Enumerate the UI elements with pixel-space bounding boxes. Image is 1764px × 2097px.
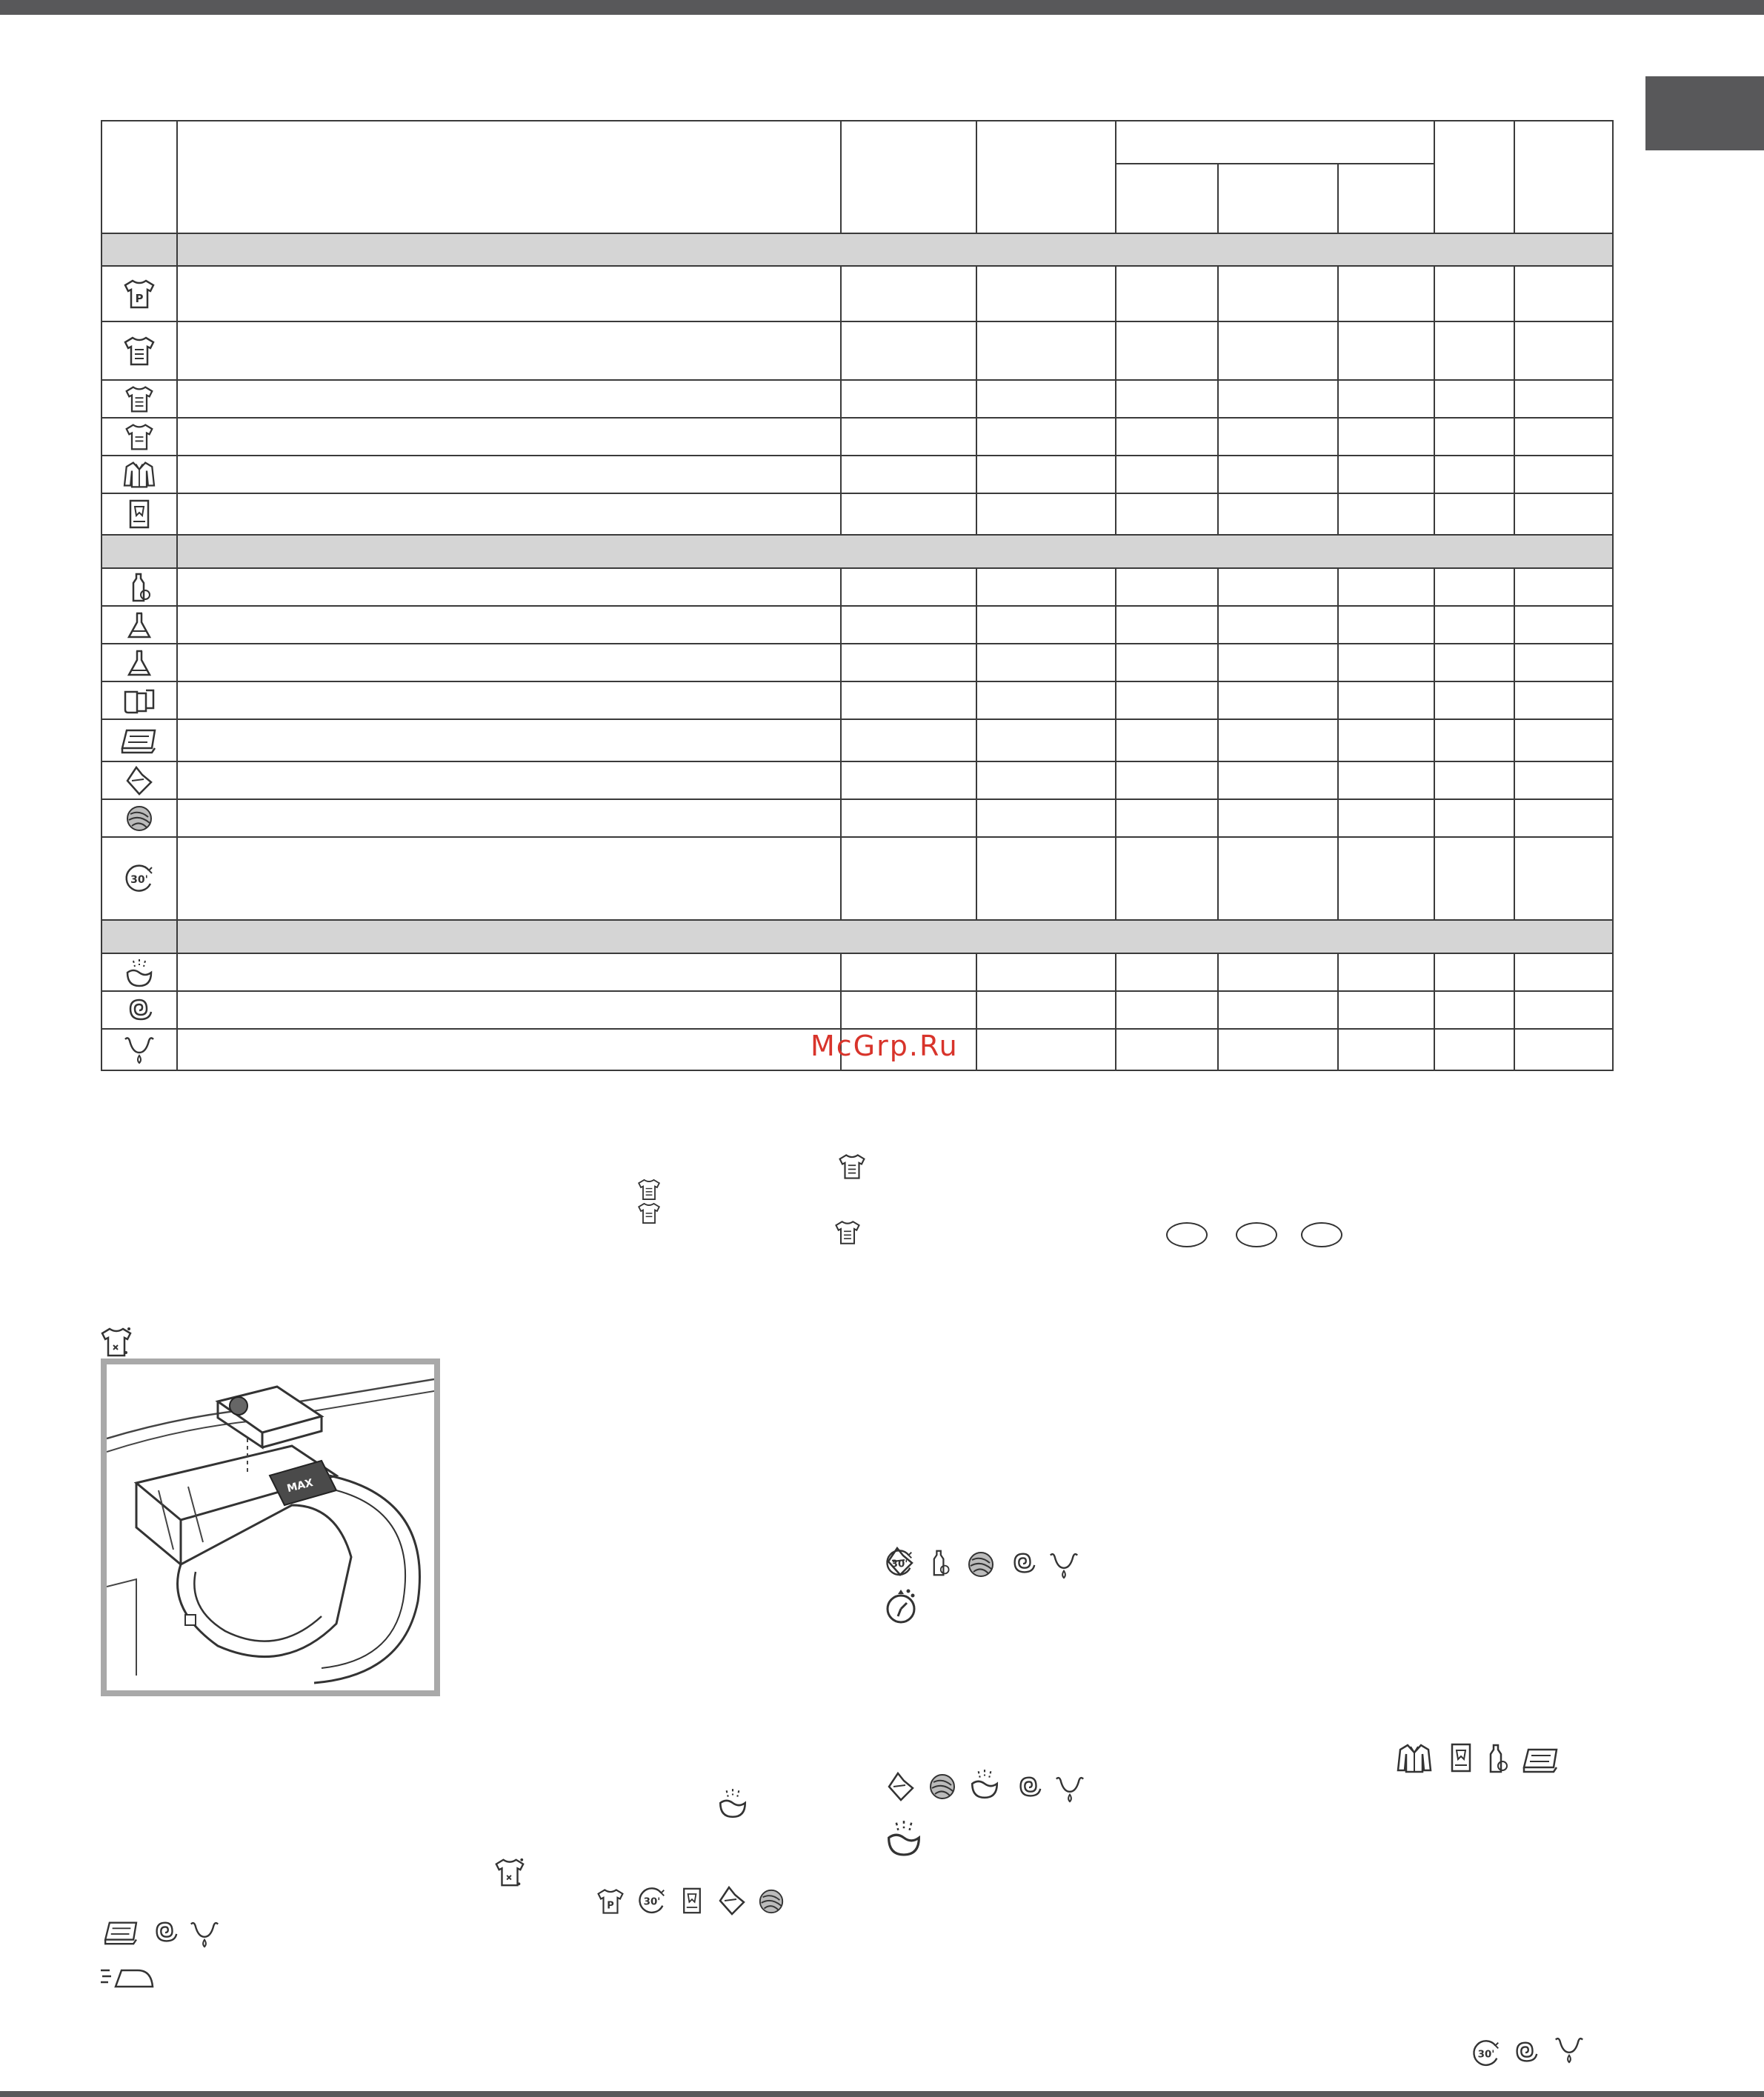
table-row <box>101 418 1613 456</box>
table-row <box>101 266 1613 321</box>
section-row <box>101 920 1613 953</box>
shirt-p-icon <box>596 1887 625 1916</box>
timer-30-icon <box>636 1884 668 1917</box>
detergent-drawer-illustration <box>107 1364 434 1690</box>
wool-icon <box>757 1887 785 1916</box>
drain-icon <box>1048 1550 1080 1581</box>
spin-icon <box>124 996 154 1025</box>
shirt-lines-icon <box>122 384 156 414</box>
option-oval-3 <box>1301 1222 1342 1247</box>
flask-icon <box>124 610 154 640</box>
flask-icon <box>124 648 154 678</box>
detergent-drawer-figure <box>101 1358 440 1696</box>
spin-icon <box>1009 1550 1037 1578</box>
svg-text:P: P <box>135 291 144 305</box>
drain-icon <box>1553 2034 1585 2065</box>
table-row <box>101 321 1613 380</box>
shirt-lines-icon <box>833 1219 862 1246</box>
table-row <box>101 493 1613 535</box>
spin-icon <box>151 1918 179 1947</box>
rinse-icon <box>883 1816 925 1859</box>
shirt-lines-icon <box>634 1178 664 1201</box>
language-tab <box>1645 76 1764 150</box>
table-row <box>101 644 1613 681</box>
option-oval-2 <box>1236 1222 1277 1247</box>
blanket-icon <box>1520 1745 1562 1775</box>
drain-icon <box>1054 1773 1086 1804</box>
svg-text:30': 30' <box>643 1896 661 1908</box>
table-header-row <box>101 121 1613 164</box>
rinse-icon <box>716 1785 750 1821</box>
timer-30-icon <box>1470 2037 1502 2070</box>
shirt-p-icon <box>122 278 156 310</box>
baby-bottle-icon <box>1482 1741 1511 1776</box>
shirt-lines-icon <box>837 1153 867 1181</box>
spin-icon <box>1511 2038 1540 2067</box>
table-row <box>101 799 1613 837</box>
stain-shirt-icon <box>493 1856 526 1889</box>
delicates-icon <box>123 764 156 797</box>
shirt-lines-icon <box>634 1201 664 1225</box>
delicates-icon <box>885 1770 917 1803</box>
section-row <box>101 233 1613 266</box>
table-row <box>101 991 1613 1029</box>
wool-icon <box>928 1772 957 1801</box>
baby-bottle-icon <box>124 571 154 604</box>
stain-shirt-icon <box>99 1326 133 1358</box>
option-oval-1 <box>1166 1222 1208 1247</box>
svg-text:30': 30' <box>130 874 148 886</box>
baby-bottle-icon <box>926 1545 953 1581</box>
wool-icon <box>966 1550 996 1579</box>
table-row <box>101 719 1613 761</box>
rinse-icon <box>968 1766 1002 1801</box>
shirt-lines-icon <box>122 335 156 367</box>
easy-iron-icon <box>99 1964 156 1994</box>
jacket-icon <box>1393 1742 1436 1775</box>
jeans-icon <box>1446 1741 1476 1775</box>
table-row <box>101 681 1613 719</box>
table-row <box>101 568 1613 606</box>
drain-icon <box>122 1033 156 1066</box>
spin-icon <box>1015 1773 1043 1801</box>
blanket-icon <box>119 726 159 756</box>
watermark: McGrp.Ru <box>811 1030 959 1062</box>
svg-text:MAX: MAX <box>285 1477 315 1496</box>
section-row <box>101 535 1613 568</box>
table-row <box>101 456 1613 493</box>
table-row <box>101 380 1613 418</box>
delay-timer-icon <box>883 1585 919 1627</box>
footer-line <box>0 2091 1764 2097</box>
programme-table <box>101 120 1614 1071</box>
blanket-icon <box>101 1918 142 1947</box>
jacket-icon <box>121 460 158 490</box>
table-row <box>101 837 1613 920</box>
timer-30-icon <box>122 861 156 896</box>
wool-icon <box>124 804 154 833</box>
header-bar <box>0 0 1764 15</box>
table-row <box>101 606 1613 644</box>
delicates-icon <box>716 1884 748 1917</box>
jeans-icon <box>124 498 154 530</box>
timer-30-icon <box>883 1547 916 1579</box>
svg-text:30': 30' <box>1477 2049 1495 2061</box>
table-row <box>101 953 1613 991</box>
drain-icon <box>188 1918 221 1950</box>
shirt-lines-icon <box>122 422 156 452</box>
jeans-icon <box>679 1884 705 1917</box>
svg-text:P: P <box>607 1900 614 1912</box>
table-row <box>101 761 1613 799</box>
towels-icon <box>122 686 156 716</box>
svg-text:30': 30' <box>891 1558 908 1570</box>
rinse-icon <box>123 956 156 989</box>
